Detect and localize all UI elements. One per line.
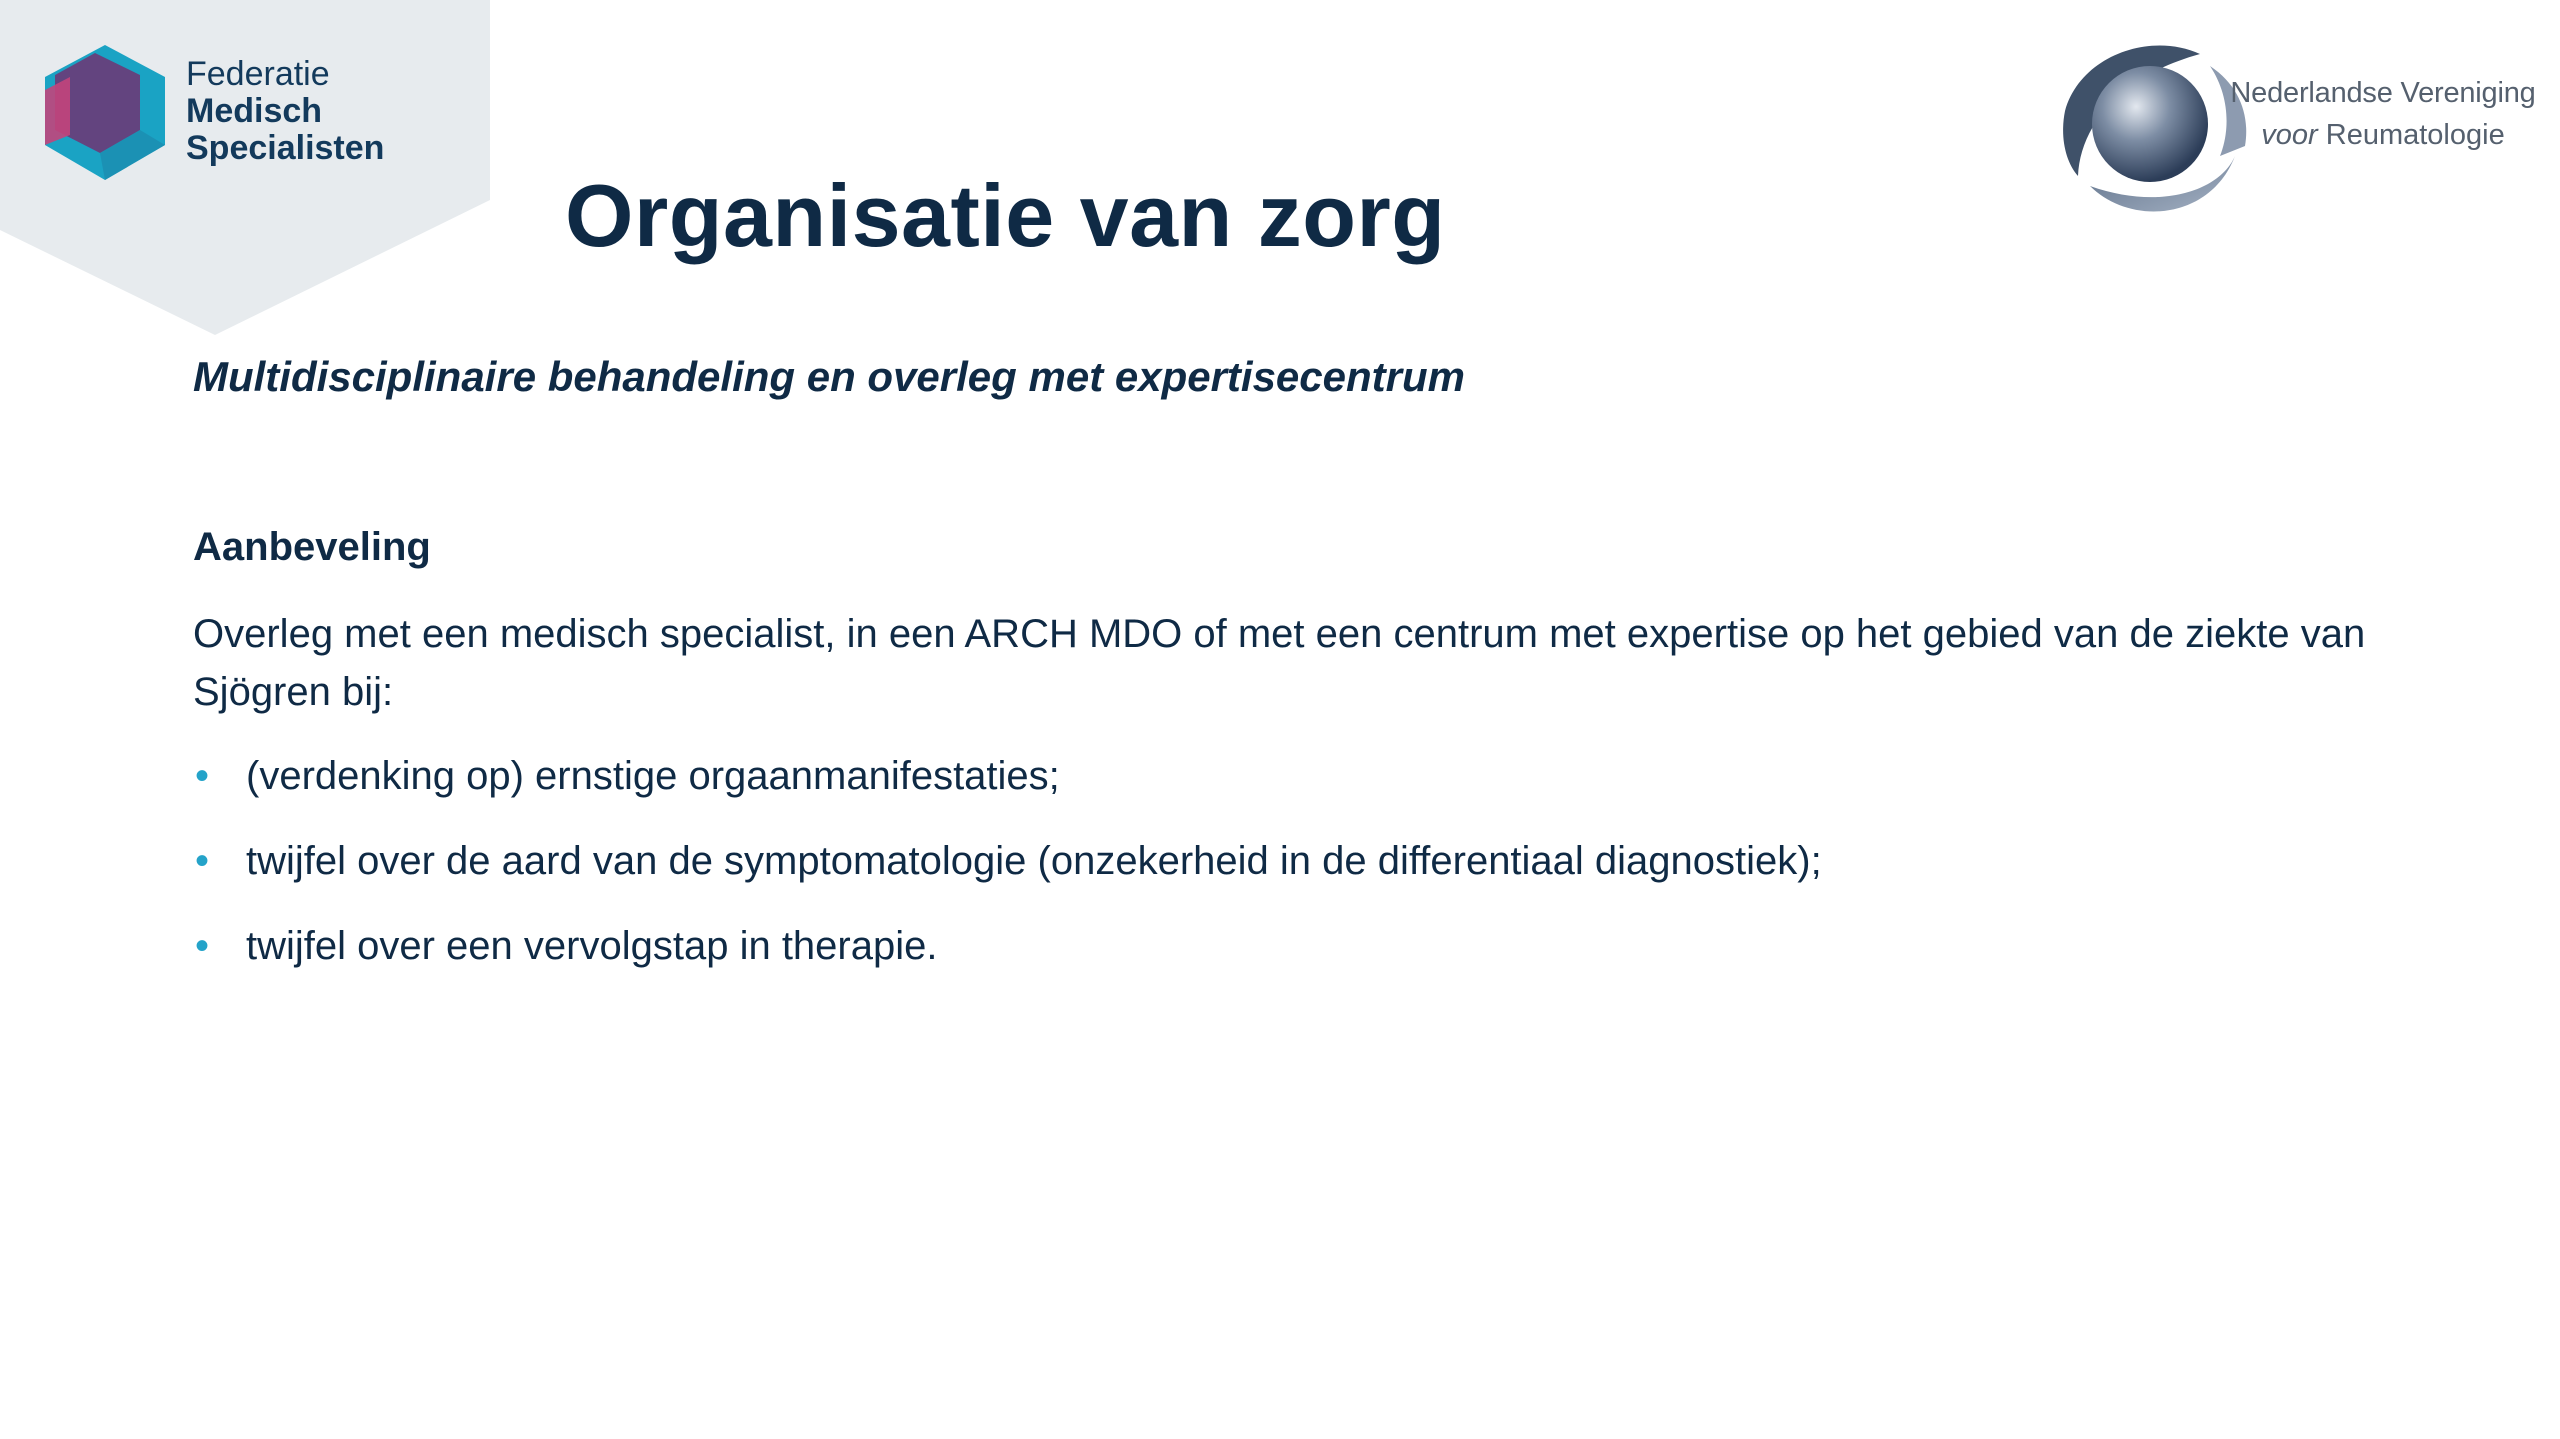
fms-logo-text <box>186 56 466 167</box>
fms-logo-line2: Medisch <box>186 92 323 130</box>
list-item-text: twijfel over een vervolgstap in therapie. <box>246 924 938 968</box>
list-item-text: twijfel over de aard van de symptomatologie (onzekerheid in de differentiaal diagnostiek); <box>246 839 1822 883</box>
page-title: Organisatie van zorg <box>565 166 1446 265</box>
nvr-logo-text <box>2223 72 2543 156</box>
bullet-dot-icon: • <box>195 839 210 883</box>
slide-subtitle: Multidisciplinaire behandeling en overleg met expertisecentrum <box>193 353 1465 400</box>
recommendation-text: Overleg met een medisch specialist, in een ARCH MDO of met een centrum met expertise op het gebied van de ziekte van Sjögren bij: <box>193 612 2366 714</box>
bullet-dot-icon: • <box>195 754 210 798</box>
bullet-dot-icon: • <box>195 924 210 968</box>
fms-logo-line1: Federatie <box>186 55 330 93</box>
nvr-logo-line2 <box>2223 114 2543 156</box>
hexagon-logo-icon <box>40 45 170 180</box>
list-item <box>193 832 2423 917</box>
list-item <box>193 917 2423 1002</box>
section-heading: Aanbeveling <box>193 525 431 569</box>
nvr-logo-line2-italic: voor <box>2261 119 2318 151</box>
nvr-logo-line1: Nederlandse Vereniging <box>2230 77 2536 109</box>
list-item <box>193 747 2423 832</box>
bullet-list <box>193 747 2423 1002</box>
nvr-logo-line2-rest: Reumatologie <box>2325 119 2505 151</box>
list-item-text: (verdenking op) ernstige orgaanmanifestaties; <box>246 754 1060 798</box>
fms-logo-line3: Specialisten <box>186 129 385 167</box>
nvr-logo <box>2060 36 2560 226</box>
